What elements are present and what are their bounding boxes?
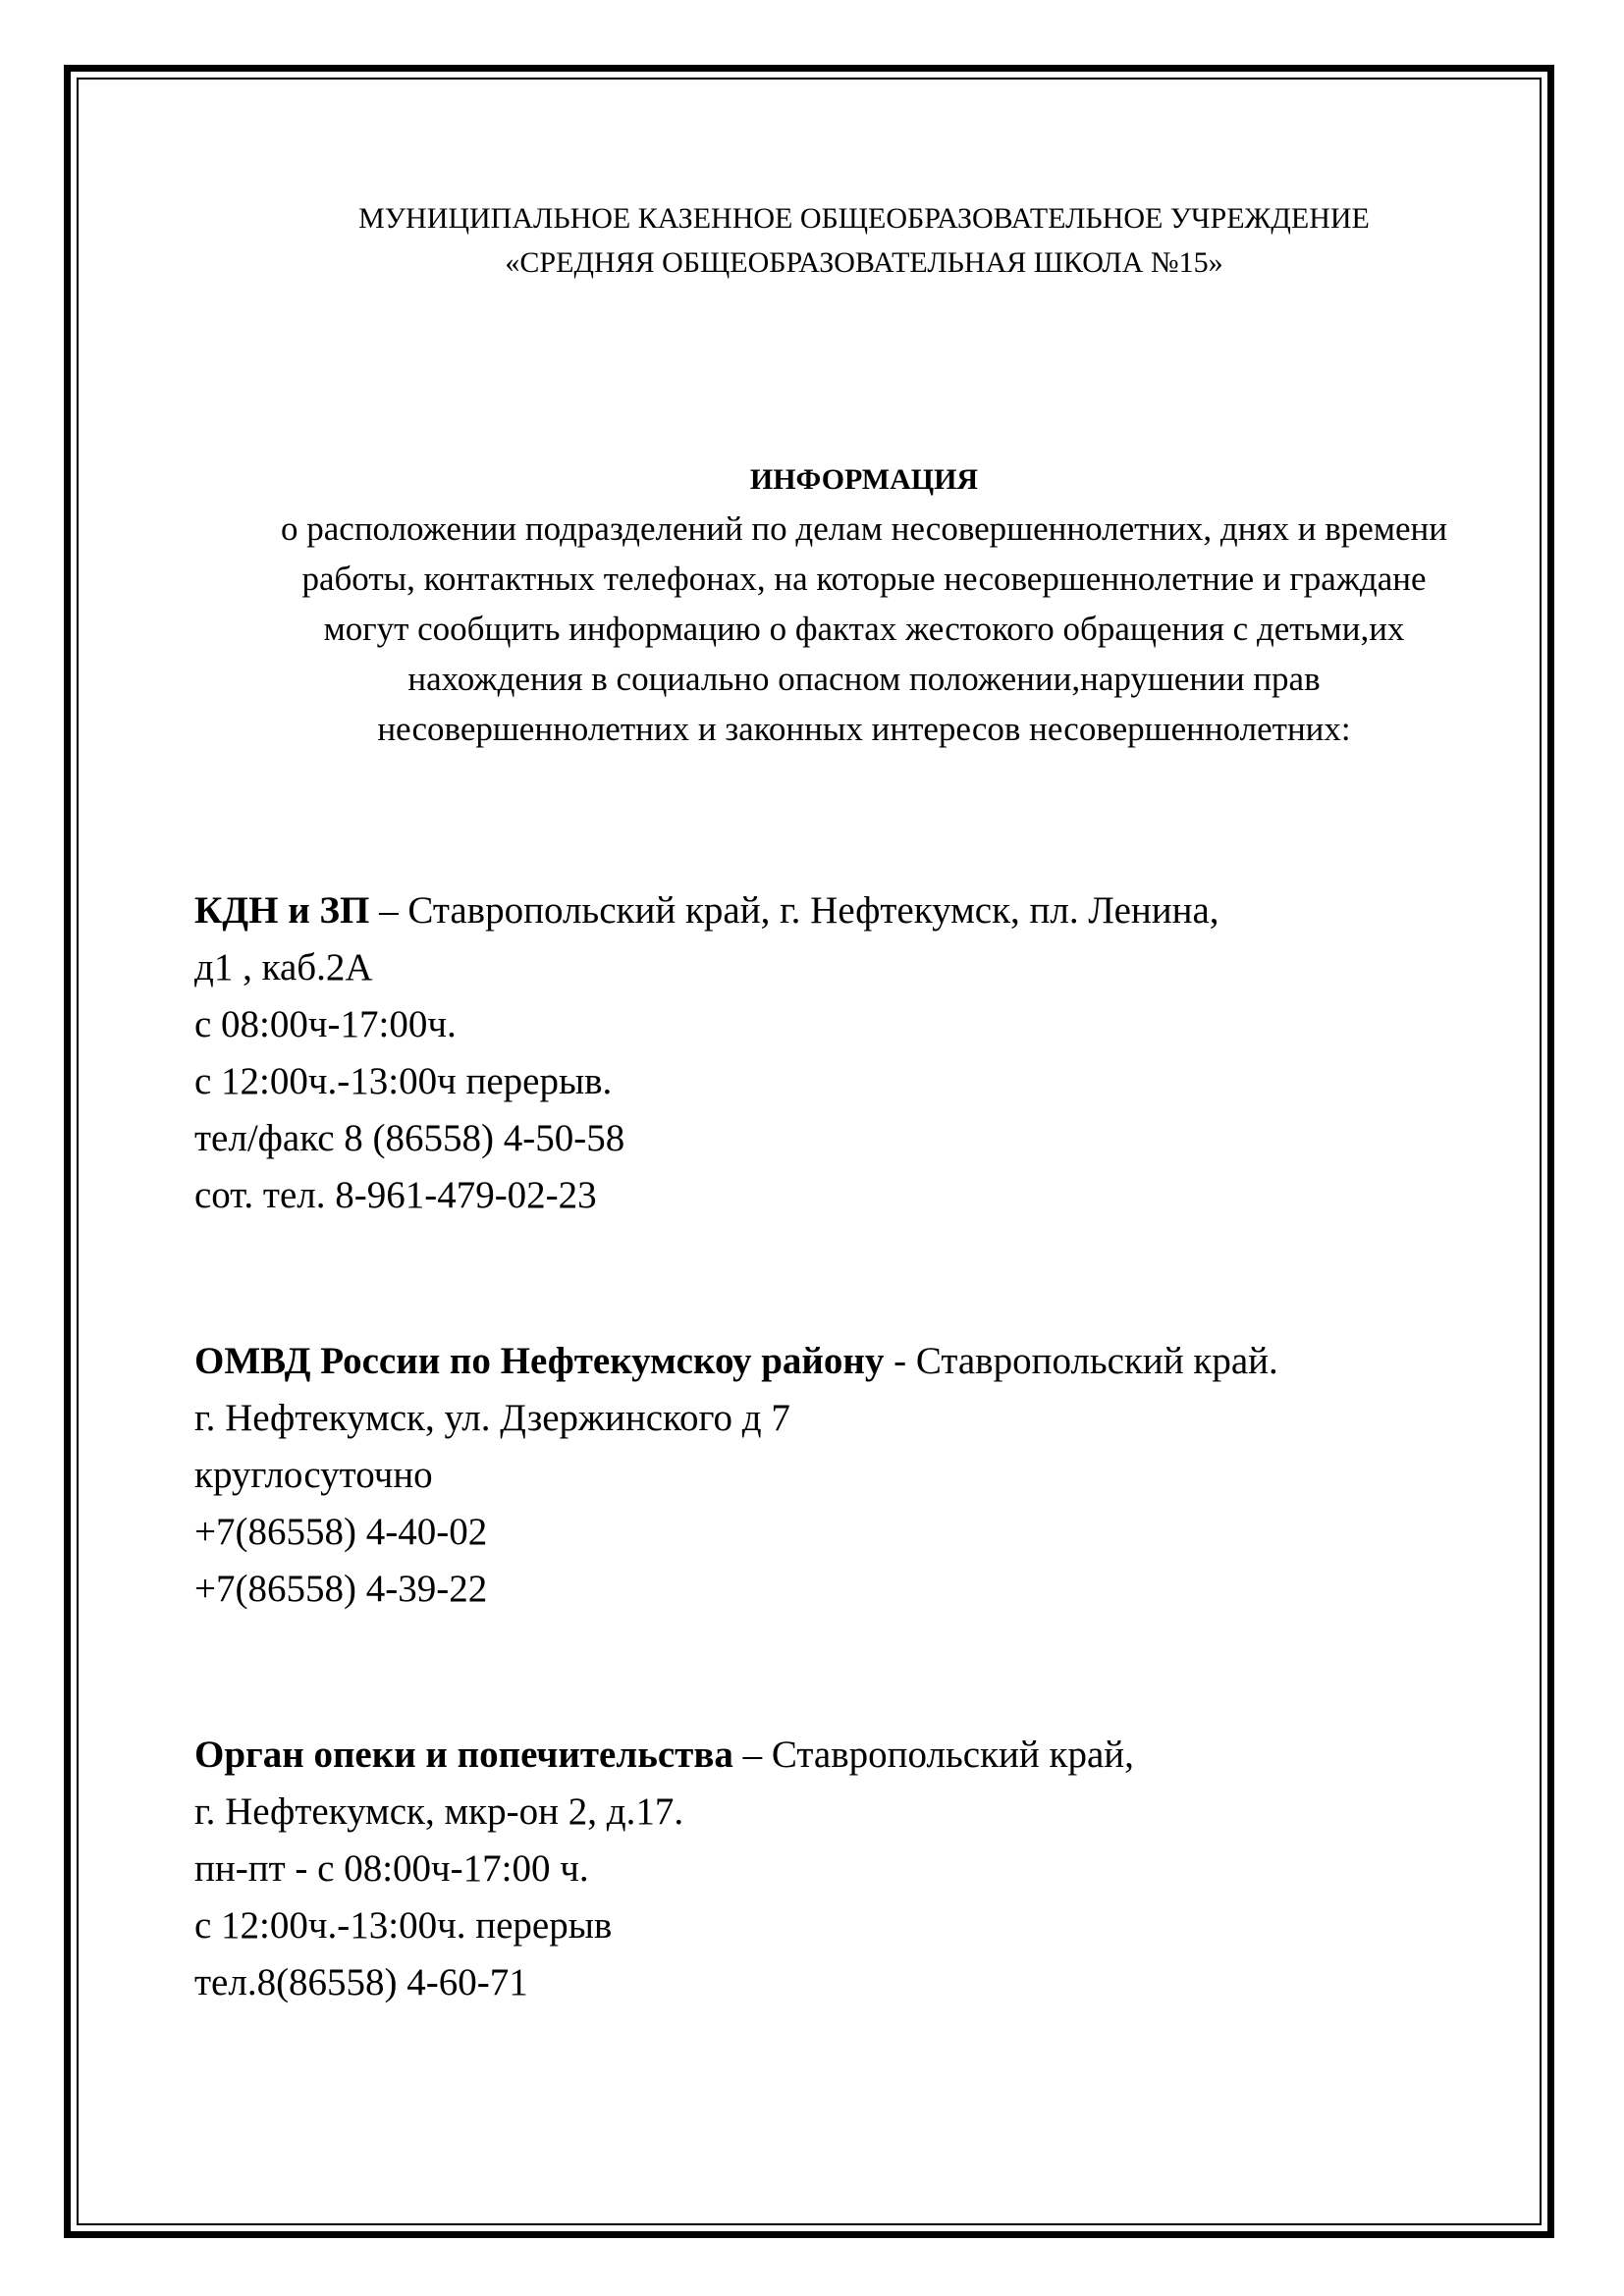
section-line: сот. тел. 8-961-479-02-23 — [194, 1174, 597, 1216]
section-name: Орган опеки и попечительства — [194, 1734, 733, 1776]
section-name: ОМВД России по Нефтекумскоу району — [194, 1340, 885, 1382]
section-line: с 12:00ч.-13:00ч перерыв. — [194, 1060, 613, 1102]
section-line: г. Нефтекумск, ул. Дзержинского д 7 — [194, 1397, 790, 1439]
info-heading: ИНФОРМАЦИЯ — [749, 463, 979, 496]
school-header — [177, 196, 1551, 285]
info-subtitle-line-2: работы, контактных телефонах, на которые несовершеннолетние и граждане — [301, 560, 1427, 598]
section-line: г. Нефтекумск, мкр-он 2, д.17. — [194, 1790, 684, 1833]
info-title-block — [177, 455, 1551, 754]
section-first-line — [194, 1333, 1510, 1390]
header-line-2: «СРЕДНЯЯ ОБЩЕОБРАЗОВАТЕЛЬНАЯ ШКОЛА №15» — [505, 246, 1223, 279]
section-omvd — [194, 1333, 1510, 1618]
section-line: тел.8(86558) 4-60-71 — [194, 1961, 528, 2003]
section-line: +7(86558) 4-40-02 — [194, 1511, 488, 1553]
section-line: +7(86558) 4-39-22 — [194, 1568, 488, 1610]
section-kdn-zp — [194, 882, 1510, 1224]
section-line: круглосуточно — [194, 1454, 433, 1496]
header-line-1: МУНИЦИПАЛЬНОЕ КАЗЕННОЕ ОБЩЕОБРАЗОВАТЕЛЬНОЕ УЧРЕЖДЕНИЕ — [358, 202, 1370, 235]
section-address-start: – Ставропольский край, — [732, 1734, 1134, 1776]
section-line: пн-пт - с 08:00ч-17:00 ч. — [194, 1847, 589, 1890]
section-name: КДН и ЗП — [194, 889, 370, 932]
info-subtitle-line-5: несовершеннолетних и законных интересов несовершеннолетних: — [377, 710, 1351, 748]
info-subtitle-line-3: могут сообщить информацию о фактах жестокого обращения с детьми,их — [323, 610, 1405, 648]
section-first-line — [194, 882, 1510, 939]
section-address-start: – Ставропольский край, г. Нефтекумск, пл. Ленина, — [369, 889, 1219, 932]
section-guardianship — [194, 1727, 1510, 2011]
section-line: с 12:00ч.-13:00ч. перерыв — [194, 1904, 613, 1947]
section-line: д1 , каб.2А — [194, 946, 373, 988]
section-line: тел/факс 8 (86558) 4-50-58 — [194, 1117, 625, 1159]
info-subtitle-line-4: нахождения в социально опасном положении,нарушении прав — [407, 660, 1321, 698]
section-first-line — [194, 1727, 1510, 1784]
section-address-start: - Ставропольский край. — [884, 1340, 1278, 1382]
section-line: с 08:00ч-17:00ч. — [194, 1003, 457, 1045]
info-subtitle-line-1: о расположении подразделений по делам несовершеннолетних, днях и времени — [281, 509, 1447, 548]
